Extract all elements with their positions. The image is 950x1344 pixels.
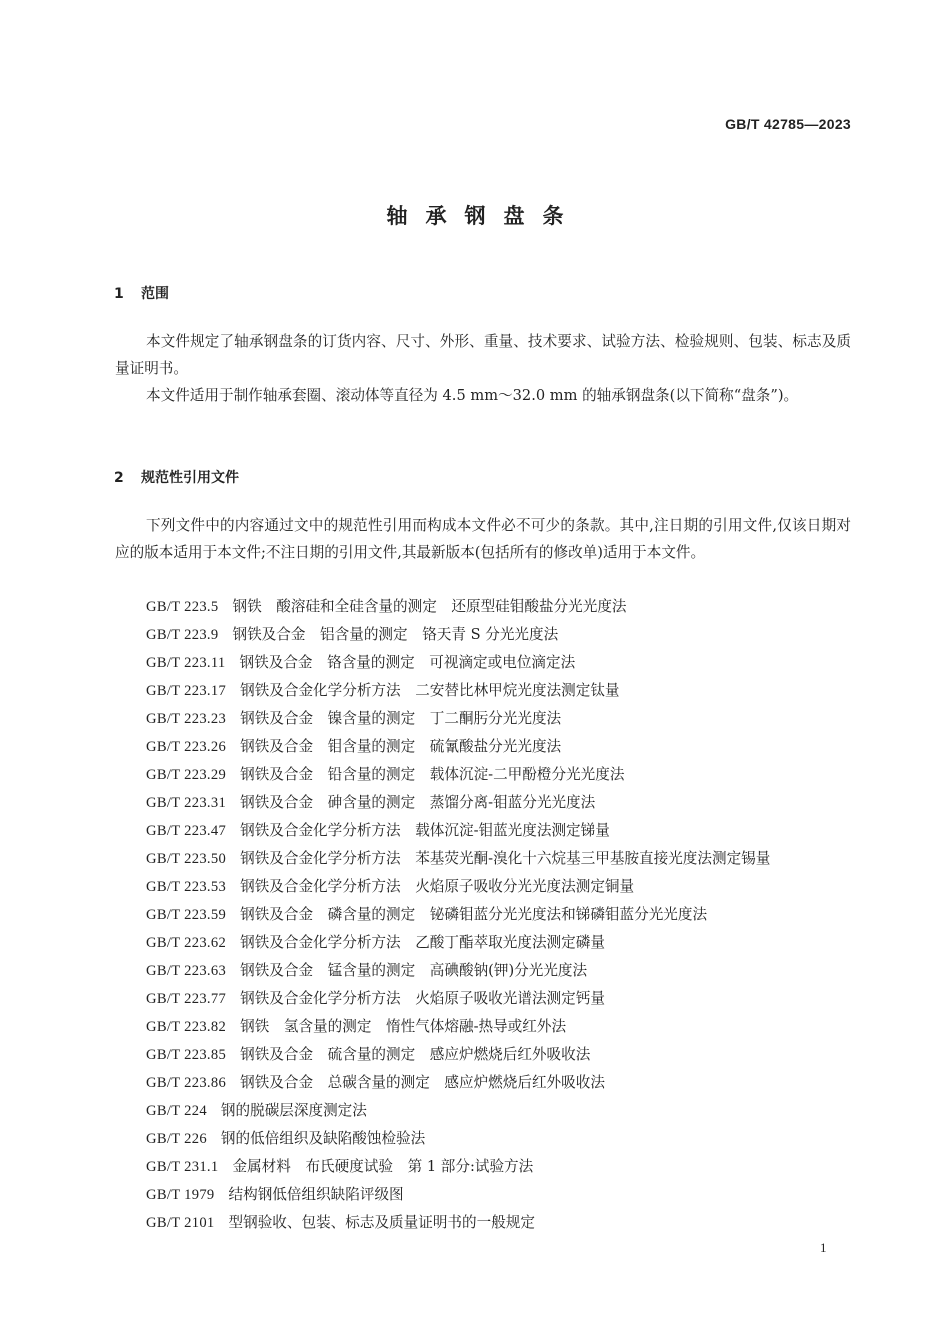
section-heading-normative-references	[114, 467, 239, 487]
reference-code: GB/T 223.82	[146, 1019, 227, 1035]
section-number: 2	[114, 470, 124, 486]
scope-paragraph-2: 本文件适用于制作轴承套圈、滚动体等直径为 4.5 mm～32.0 mm 的轴承钢盘条(以下简称“盘条”)。	[146, 387, 799, 404]
reference-title: 钢的脱碳层深度测定法	[220, 1102, 367, 1119]
reference-item	[115, 1125, 851, 1153]
reference-item	[115, 873, 851, 901]
reference-code: GB/T 223.5	[146, 599, 219, 615]
reference-code: GB/T 223.53	[146, 879, 227, 895]
reference-code: GB/T 2101	[146, 1215, 215, 1231]
reference-code: GB/T 1979	[146, 1187, 215, 1203]
reference-title: 钢铁及合金化学分析方法 乙酸丁酯萃取光度法测定磷量	[240, 934, 605, 951]
reference-title: 钢铁及合金 锰含量的测定 高碘酸钠(钾)分光光度法	[240, 962, 588, 979]
reference-title: 钢铁及合金 总碳含量的测定 感应炉燃烧后红外吸收法	[240, 1074, 605, 1091]
reference-title: 钢铁及合金化学分析方法 火焰原子吸收分光光度法测定铜量	[240, 878, 635, 895]
reference-title: 钢铁及合金化学分析方法 火焰原子吸收光谱法测定钙量	[240, 990, 605, 1007]
reference-code: GB/T 223.62	[146, 935, 227, 951]
reference-title: 型钢验收、包装、标志及质量证明书的一般规定	[228, 1214, 535, 1231]
reference-item	[115, 1097, 851, 1125]
reference-code: GB/T 226	[146, 1131, 207, 1147]
reference-item	[115, 1181, 851, 1209]
reference-code: GB/T 223.63	[146, 963, 227, 979]
reference-code: GB/T 223.11	[146, 655, 226, 671]
reference-item	[115, 845, 851, 873]
reference-item	[115, 901, 851, 929]
reference-title: 钢铁及合金 铬含量的测定 可视滴定或电位滴定法	[239, 654, 576, 671]
reference-item	[115, 985, 851, 1013]
reference-title: 钢铁及合金 铅含量的测定 载体沉淀-二甲酚橙分光光度法	[240, 766, 625, 783]
reference-item	[115, 705, 851, 733]
section-heading-scope	[114, 283, 169, 303]
reference-item	[115, 957, 851, 985]
reference-code: GB/T 223.47	[146, 823, 227, 839]
reference-item	[115, 929, 851, 957]
document-title: 轴承钢盘条	[386, 204, 582, 228]
reference-title: 钢铁及合金 镍含量的测定 丁二酮肟分光光度法	[240, 710, 562, 727]
reference-title: 钢铁及合金 铝含量的测定 铬天青 S 分光光度法	[232, 626, 559, 643]
reference-title: 钢铁及合金 磷含量的测定 铋磷钼蓝分光光度法和锑磷钼蓝分光光度法	[240, 906, 708, 923]
reference-item	[115, 593, 851, 621]
reference-item	[115, 789, 851, 817]
reference-title: 钢铁及合金 硫含量的测定 感应炉燃烧后红外吸收法	[240, 1046, 591, 1063]
reference-item	[115, 621, 851, 649]
reference-code: GB/T 224	[146, 1103, 207, 1119]
reference-title: 钢铁及合金 砷含量的测定 蒸馏分离-钼蓝分光光度法	[240, 794, 596, 811]
reference-title: 金属材料 布氏硬度试验 第 1 部分:试验方法	[232, 1158, 534, 1175]
reference-code: GB/T 223.31	[146, 795, 227, 811]
reference-code: GB/T 231.1	[146, 1159, 219, 1175]
reference-title: 钢铁及合金化学分析方法 苯基荧光酮-溴化十六烷基三甲基胺直接光度法测定锡量	[240, 850, 771, 867]
reference-item	[115, 1153, 851, 1181]
section-title: 规范性引用文件	[141, 470, 239, 486]
reference-code: GB/T 223.86	[146, 1075, 227, 1091]
reference-item	[115, 1041, 851, 1069]
reference-item	[115, 649, 851, 677]
reference-code: GB/T 223.77	[146, 991, 227, 1007]
reference-title: 钢的低倍组织及缺陷酸蚀检验法	[220, 1130, 426, 1147]
reference-title: 钢铁及合金 钼含量的测定 硫氰酸盐分光光度法	[240, 738, 562, 755]
section-number: 1	[114, 286, 124, 302]
reference-code: GB/T 223.26	[146, 739, 227, 755]
reference-item	[115, 1069, 851, 1097]
reference-item	[115, 1013, 851, 1041]
section-title: 范围	[141, 286, 169, 302]
reference-code: GB/T 223.50	[146, 851, 227, 867]
reference-item	[115, 1209, 851, 1237]
reference-code: GB/T 223.23	[146, 711, 227, 727]
reference-title: 钢铁及合金化学分析方法 二安替比林甲烷光度法测定钛量	[240, 682, 620, 699]
reference-title: 钢铁 酸溶硅和全硅含量的测定 还原型硅钼酸盐分光光度法	[232, 598, 627, 615]
reference-item	[115, 733, 851, 761]
references-intro-paragraph: 下列文件中的内容通过文中的规范性引用而构成本文件必不可少的条款。其中,注日期的引用文件,仅该日期对应的版本适用于本文件;不注日期的引用文件,其最新版本(包括所有的修改单)适用于本文件。	[115, 517, 851, 561]
reference-title: 钢铁及合金化学分析方法 载体沉淀-钼蓝光度法测定锑量	[240, 822, 610, 839]
reference-title: 结构钢低倍组织缺陷评级图	[228, 1186, 404, 1203]
reference-title: 钢铁 氢含量的测定 惰性气体熔融-热导或红外法	[240, 1018, 567, 1035]
reference-code: GB/T 223.9	[146, 627, 219, 643]
reference-list	[115, 593, 851, 1237]
reference-code: GB/T 223.17	[146, 683, 227, 699]
reference-item	[115, 761, 851, 789]
reference-item	[115, 817, 851, 845]
page-number: 1	[820, 1240, 827, 1255]
reference-code: GB/T 223.59	[146, 907, 227, 923]
scope-paragraph-1: 本文件规定了轴承钢盘条的订货内容、尺寸、外形、重量、技术要求、试验方法、检验规则、包装、标志及质量证明书。	[115, 333, 851, 377]
standard-code: GB/T 42785—2023	[725, 116, 851, 132]
reference-code: GB/T 223.29	[146, 767, 227, 783]
reference-code: GB/T 223.85	[146, 1047, 227, 1063]
reference-item	[115, 677, 851, 705]
